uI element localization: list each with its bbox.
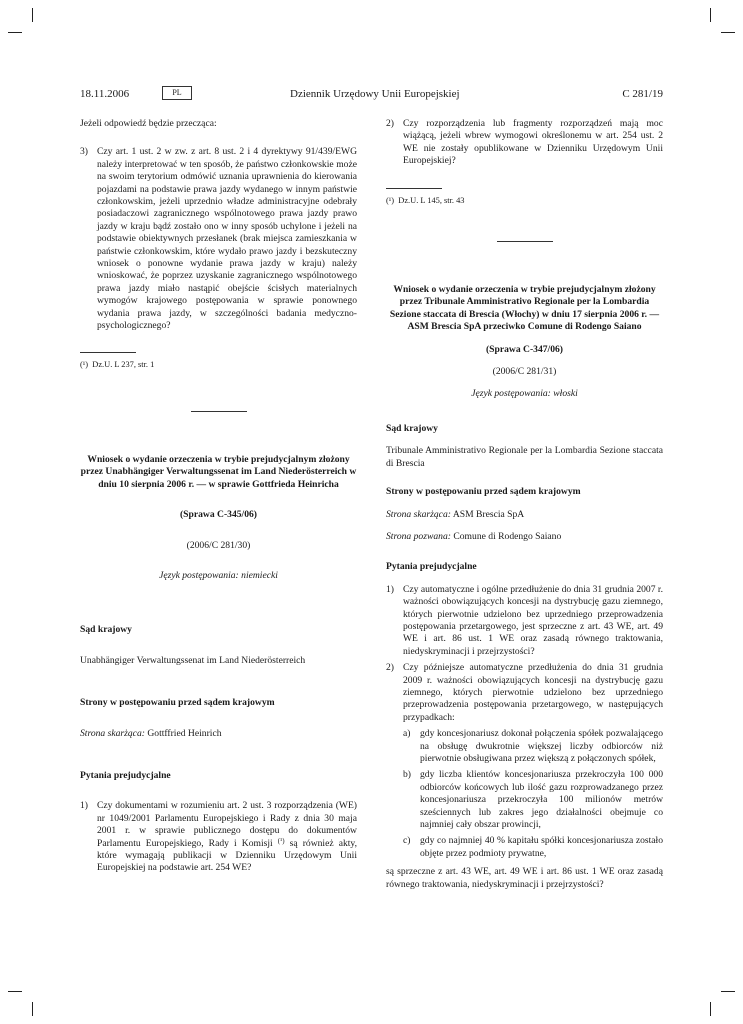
footnote: (¹) Dz.U. L 145, str. 43 [386,195,465,205]
claimant: Strona skarżąca: ASM Brescia SpA [386,508,525,520]
sub-item-b: b) gdy liczba klientów koncesjonariusza przekroczyła 100 000 odbiorców końcowych lub ilość gazu rozprowadzanego przez koncesjonariusza przekroczyła 100 milionów metrów sześciennych lub zakres jego działalności obejmuje co najmniej cały obszar prowincji, [403,769,663,831]
questions-heading: Pytania prejudycjalne [80,769,171,781]
sub-item-c: c) gdy co najmniej 40 % kapitału spółki koncesjonariusza zostało objęte przez podmioty prywatne, [403,835,663,859]
crop-mark [8,991,22,992]
procedure-language: Język postępowania: włoski [471,388,578,400]
claimant: Strona skarżąca: Gottffried Heinrich [80,727,222,739]
case-title: Wniosek o wydanie orzeczenia w trybie prejudycjalnym złożony przez Unabhängiger Verwaltungssenat im Land Niederösterreich w dniu 10 sierpnia 2006 r. — w sprawie Gottfrieda Heinricha [80,453,357,490]
crop-mark [721,32,735,33]
question-3: 3) Czy art. 1 ust. 2 w zw. z art. 8 ust. 2 i 4 dyrektywy 91/439/EWG należy interpretować w ten sposób, że państwo członkowskie może na swoim terytorium odmówić uznania uprawnienia do kierowania pojazdami na podstawie prawa jazdy wydanego w innym państwie członkowskim, jeżeli uprzednio władze administracyjne odebrały posiadaczowi zagranicznego wspólnotowego prawa jazdy prawo jazdy w kraju bądź zostało ono w inny sposób uchylone i jeżeli na podstawie obiektywnych przesłanek (brak miejsca zamieszkania w państwie członkowskim, które wydało prawo jazdy i bezskuteczny wniosek o ponowne wydanie prawa jazdy w kraju) należy wnioskować, że poprzez uzyskanie zagranicznego wspólnotowego prawa jazdy miało nastąpić obejście ścisłych materialnych wymogów krajowego postępowania w sprawie ponownego wydania prawa jazdy, w szczególności badania medyczno-psychologicznego? [80,146,357,332]
parties-heading: Strony w postępowaniu przed sądem krajowym [386,486,581,498]
closing-text: są sprzeczne z art. 43 WE, art. 49 WE i art. 86 ust. 1 WE oraz zasadą równego traktowania, niedyskryminacji i przejrzystości? [386,866,663,890]
procedure-language: Język postępowania: niemiecki [159,569,278,581]
section-separator [191,411,247,412]
language-badge: PL [162,86,192,100]
crop-mark [32,1002,33,1016]
questions-heading: Pytania prejudycjalne [386,561,477,573]
section-separator [497,241,553,242]
journal-title: Dziennik Urzędowy Unii Europejskiej [290,88,460,100]
court-name: Tribunale Amministrativo Regionale per la Lombardia Sezione staccata di Brescia [386,445,663,469]
case-reference: (2006/C 281/31) [492,366,557,378]
crop-mark [32,8,33,22]
question-1: 1) Czy automatyczne i ogólne przedłużenie do dnia 31 grudnia 2007 r. ważności obowiązujących koncesji na dystrybucję gazu ziemnego, których pierwotnie udzielono bez uprzedniego przeprowadzenia postępowania przetargowego, jest sprzeczne z art. 43 WE, art. 49 WE i art. 86 ust. 1 WE oraz zasadą równego traktowania, niedyskryminacji i przejrzystości? [386,583,663,657]
footnote-rule [386,188,442,189]
page-number: C 281/19 [622,88,663,100]
question-2: 2) Czy rozporządzenia lub fragmenty rozporządzeń mają moc wiążącą, jeżeli wbrew wymogowi określonemu w art. 254 ust. 2 WE nie zostały opublikowane w Dzienniku Urzędowym Unii Europejskiej? [386,118,663,167]
case-number: (Sprawa C-347/06) [485,343,563,355]
question-2: 2) Czy późniejsze automatyczne przedłużenia do dnia 31 grudnia 2009 r. ważności obowiązujących koncesji na dystrybucję gazu ziemnego, których pierwotnie udzielono bez uprzedniego przeprowadzenia postępowania przetargowego, w następujących przypadkach: [386,662,663,723]
case-reference: (2006/C 281/30) [186,539,251,551]
defendant: Strona pozwana: Comune di Rodengo Saiano [386,530,562,542]
crop-mark [8,32,22,33]
crop-mark [710,1002,711,1016]
intro-text: Jeżeli odpowiedź będzie przecząca: [80,118,217,129]
court-heading: Sąd krajowy [80,624,132,636]
case-number: (Sprawa C-345/06) [179,509,257,521]
footnote-rule [80,352,136,353]
crop-mark [710,8,711,22]
parties-heading: Strony w postępowaniu przed sądem krajowym [80,697,275,709]
sub-item-a: a) gdy koncesjonariusz dokonał połączenia spółek pozwalającego na obsługę dwukrotnie większej liczby odbiorców niż pierwotnie obsługiwana przez większą z połączonych spółek, [403,728,663,764]
case-title: Wniosek o wydanie orzeczenia w trybie prejudycjalnym złożony przez Tribunale Amministrativo Regionale per la Lombardia Sezione staccata di Brescia (Włochy) w dniu 17 sierpnia 2006 r. — ASM Brescia SpA przeciwko Comune di Rodengo Saiano [389,284,660,333]
court-name: Unabhängiger Verwaltungssenat im Land Niederösterreich [80,654,306,666]
left-column [80,118,357,875]
header-date: 18.11.2006 [80,88,130,100]
crop-mark [721,991,735,992]
page-header [80,86,663,102]
question-1: 1) Czy dokumentami w rozumieniu art. 2 ust. 3 rozporządzenia (WE) nr 1049/2001 Parlamentu Europejskiego i Rady z dnia 30 maja 2001 r. w sprawie publicznego dostępu do dokumentów Parlamentu Europejskiego, Rady i Komisji $^{(^1)}$ są również akty, które wymagają publikacji w Dzienniku Urzędowym Unii Europejskiej na podstawie art. 254 WE? [80,800,357,874]
court-heading: Sąd krajowy [386,422,438,434]
right-column [386,118,663,891]
footnote: (¹) Dz.U. L 237, str. 1 [80,359,155,369]
